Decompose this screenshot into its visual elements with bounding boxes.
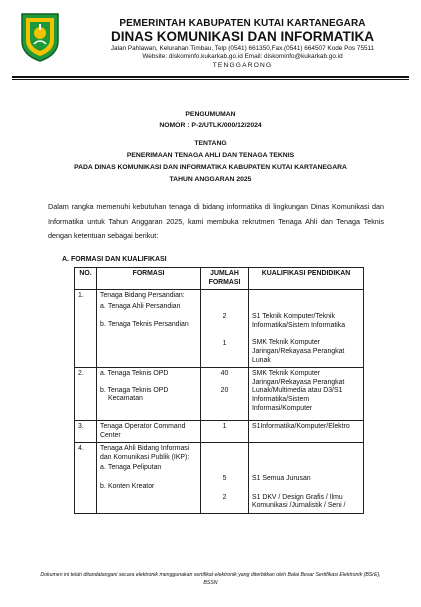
formation-title: Tenaga Bidang Persandian: <box>100 292 185 300</box>
qualification-text: SMK Teknik Komputer Jaringan/Rekayasa Perangkat Lunak <box>252 339 345 364</box>
announcement-number: NOMOR : P-2/UTLK/000/12/2024 <box>159 122 262 129</box>
qualification-text: S1 Teknik Komputer/Teknik Informatika/Sistem Informatika <box>252 313 346 329</box>
formation-count: 40 <box>220 370 229 378</box>
row-number: 2. <box>75 368 97 421</box>
sub-label: a. <box>100 464 106 472</box>
qualification-cell <box>249 368 364 421</box>
formation-count: 1 <box>201 420 249 442</box>
sub-formation <box>100 483 197 492</box>
table-row <box>75 368 364 421</box>
formation-count: 1 <box>222 339 227 347</box>
formation-count: 20 <box>220 386 229 394</box>
header-no: NO. <box>75 268 97 290</box>
qualification-text: S1 DKV / Design Grafis / Ilmu Komunikasi /Jurnalistik / Seni / <box>252 493 346 510</box>
count-cell <box>201 368 249 421</box>
sub-formation-name: Konten Kreator <box>108 482 155 490</box>
formation-cell <box>97 290 201 368</box>
qualification-text: S1Informatika/Komputer/Elektro <box>249 420 364 442</box>
row-number: 4. <box>75 443 97 514</box>
formation-count: 2 <box>222 313 227 321</box>
sub-formation-name: Tenaga Ahli Persandian <box>108 302 181 310</box>
qualification-text: S1 Semua Jurusan <box>252 475 311 483</box>
count-cell <box>201 443 249 514</box>
electronic-signature-footnote: Dokumen ini telah ditandatangani secara elektronik menggunakan sertifikat elektronik yang diterbitkan oleh Balai Besar Sertifikasi Elektronik (BSrE), BSSN <box>40 572 381 586</box>
table-header-row <box>75 268 364 290</box>
header-formasi: FORMASI <box>97 268 201 290</box>
letterhead-divider-thin <box>12 79 409 80</box>
table-row <box>75 420 364 442</box>
sub-formation-name: Tenaga Teknis Persandian <box>108 321 189 329</box>
table-row <box>75 443 364 514</box>
sub-formation-name: b. Tenaga Teknis OPD Kecamatan <box>100 386 169 403</box>
formation-table <box>74 267 364 514</box>
sub-label: b. <box>100 482 106 490</box>
formation-name: Tenaga Operator Command Center <box>97 420 201 442</box>
formation-cell <box>97 443 201 514</box>
letterhead-divider-thick <box>12 76 409 78</box>
sub-formation <box>100 303 197 312</box>
announcement-subject-3: TAHUN ANGGARAN 2025 <box>169 176 252 183</box>
announcement-subject-2: PADA DINAS KOMUNIKASI DAN INFORMATIKA KABUPATEN KUTAI KARTANEGARA <box>74 164 347 171</box>
row-number: 3. <box>75 420 97 442</box>
row-number: 1. <box>75 290 97 368</box>
header-jumlah: JUMLAH FORMASI <box>201 268 249 290</box>
count-cell <box>201 290 249 368</box>
announcement-title: PENGUMUMAN <box>185 111 236 118</box>
table-row <box>75 290 364 368</box>
kukar-emblem-logo <box>18 11 62 63</box>
letterhead-address: Jalan Pahlawan, Kelurahan Timbau, Telp (0541) 661350,Fax.(0541) 664507 Kode Pos 75511 <box>110 45 375 52</box>
header-kualifikasi: KUALIFIKASI PENDIDIKAN <box>249 268 364 290</box>
formation-count: 2 <box>222 493 227 501</box>
sub-formation-name: Tenaga Peliputan <box>108 464 162 472</box>
formation-count: 5 <box>222 475 227 483</box>
qualification-cell <box>249 290 364 368</box>
sub-label: a. <box>100 302 106 310</box>
letterhead-contact: Website: diskominfo.kukarkab.go.id Email: diskominfo@kukarkab.go.id <box>142 53 343 60</box>
announcement-about: TENTANG <box>194 140 227 147</box>
formation-title: Tenaga Ahli Bidang Informasi dan Komunikasi Publik (IKP): <box>100 445 190 461</box>
announcement-subject-1: PENERIMAAN TENAGA AHLI DAN TENAGA TEKNIS <box>126 152 295 159</box>
qualification-cell <box>249 443 364 514</box>
letterhead-agency: DINAS KOMUNIKASI DAN INFORMATIKA <box>111 29 374 44</box>
sub-label: b. <box>100 321 106 329</box>
formation-cell <box>97 368 201 421</box>
sub-formation-name: a. Tenaga Teknis OPD <box>100 370 169 378</box>
sub-formation <box>100 321 197 330</box>
qualification-text: SMK Teknik Komputer Jaringan/Rekayasa Perangkat Lunak/Multimedia atau D3/S1 Informatika/Sistem Informasi/Komputer <box>252 370 345 412</box>
letterhead-city: TENGGARONG <box>212 62 273 69</box>
sub-formation <box>100 464 197 473</box>
letterhead-government: PEMERINTAH KABUPATEN KUTAI KARTANEGARA <box>119 18 366 29</box>
intro-paragraph: Dalam rangka memenuhi kebutuhan tenaga di bidang informatika di lingkungan Dinas Komunikasi dan Informatika untuk Tahun Anggaran 2025, kami membuka rekrutmen Tenaga Ahli dan Tenaga Teknis dengan ketentuan sebagai berikut: <box>48 202 384 240</box>
section-heading: A. FORMASI DAN KUALIFIKASI <box>62 256 167 263</box>
